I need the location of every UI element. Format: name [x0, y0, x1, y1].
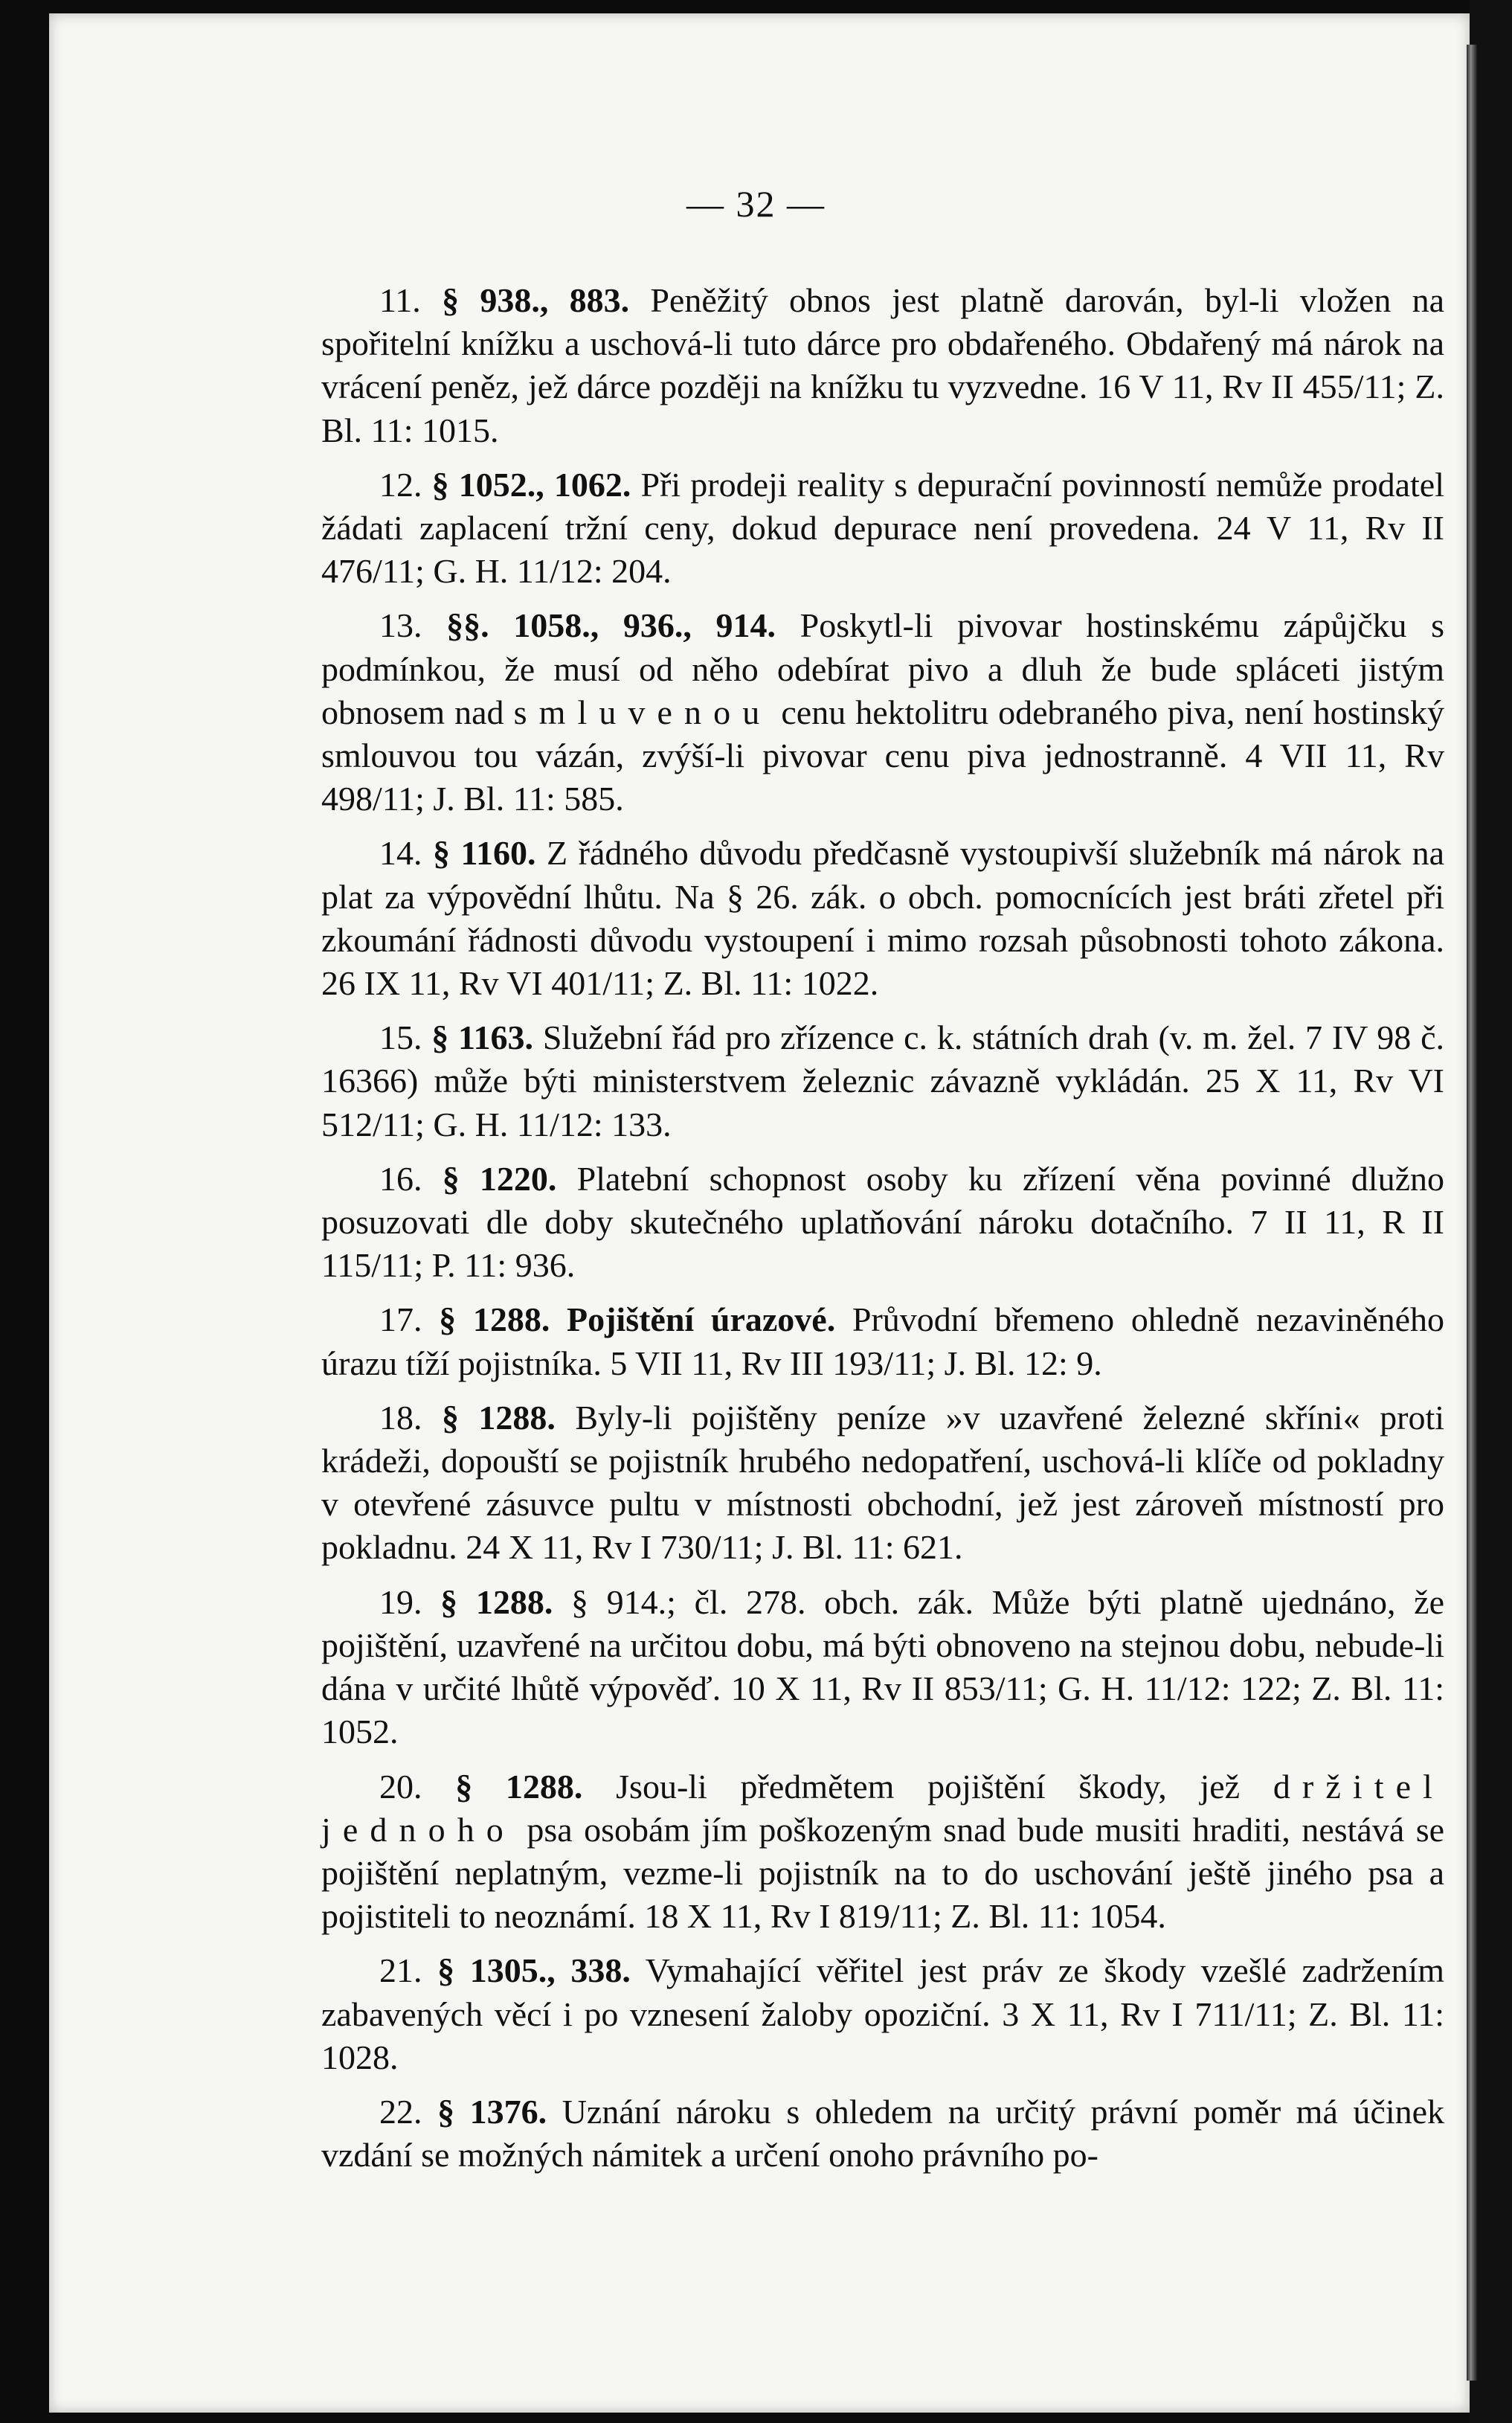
- entry-21: [321, 1949, 1444, 2079]
- paragraph-ref: § 1163.: [431, 1018, 534, 1057]
- entry-number: 19.: [379, 1582, 422, 1621]
- entry-number: 21.: [379, 1951, 422, 1990]
- entry-text: Služební řád pro zřízence c. k. státních drah (v. m. žel. 7 IV 98 č. 16366) může býti ministerstvem železnic závazně vykládán. 25 X 11, Rv VI 512/11; G. H. 11/12: 133.: [321, 1018, 1445, 1143]
- entry-number: 18.: [379, 1398, 422, 1437]
- entry-15: [321, 1016, 1444, 1146]
- entry-12: [321, 463, 1444, 594]
- entry-16: [321, 1158, 1444, 1288]
- entry-number: 17.: [379, 1300, 422, 1339]
- spaced-emphasis: smluvenou: [513, 693, 772, 731]
- entry-text: Poskytl-li pivovar hostinskému zápůjčku s podmínkou, že musí od něho odebírat pivo a dluh že bude spláceti jistým obnosem nad: [321, 606, 1445, 731]
- entry-text: Z řádného důvodu předčasně vystoupivší služebník má nárok na plat za výpovědní lhůtu. Na § 26. zák. o obch. pomocnících jest bráti zřetel při zkoumání řádnosti důvodu vystoupení i mimo rozsah působnosti tohoto zákona. 26 IX 11, Rv VI 401/11; Z. Bl. 11: 1022.: [321, 834, 1445, 1003]
- entry-text-after: psa osobám jím poškozeným snad bude musiti hraditi, nestává se pojištění neplatným, vezme-li pojistník na to do uschování ještě jiného psa a pojistiteli to neoznámí. 18 X 11, Rv I 819/11; Z. Bl. 11: 1054.: [321, 1810, 1445, 1936]
- paragraph-ref: § 1288.: [455, 1767, 583, 1806]
- entry-number: 15.: [379, 1018, 422, 1057]
- entry-14: [321, 832, 1444, 1005]
- entry-text-after: cenu hektolitru odebraného piva, není hostinský smlouvou tou vázán, zvýší-li pivovar cenu piva jednostranně. 4 VII 11, Rv 498/11; J. Bl. 11: 585.: [321, 693, 1445, 818]
- spaced-emphasis: držitel jednoho: [321, 1767, 1445, 1849]
- paragraph-ref: § 1220.: [442, 1159, 557, 1198]
- paragraph-ref: § 1288.: [440, 1582, 553, 1621]
- entry-number: 11.: [379, 281, 421, 319]
- entry-text: § 914.; čl. 278. obch. zák. Může býti platně ujednáno, že pojištění, uzavřené na určitou dobu, má býti obnoveno na stejnou dobu, nebude-li dána v určité lhůtě výpověď. 10 X 11, Rv II 853/11; G. H. 11/12: 122; Z. Bl. 11: 1052.: [321, 1582, 1445, 1751]
- paragraph-ref: § 1376.: [437, 2092, 547, 2131]
- entry-20: [321, 1765, 1444, 1939]
- entry-number: 12.: [379, 465, 422, 504]
- entry-number: 14.: [379, 834, 422, 873]
- paragraph-ref: § 938., 883.: [442, 281, 630, 319]
- page-text: [321, 279, 1444, 2188]
- entry-number: 20.: [379, 1767, 422, 1806]
- paragraph-ref: § 1305., 338.: [437, 1951, 631, 1990]
- entry-19: [321, 1581, 1444, 1754]
- page-number: — 32 —: [686, 183, 826, 225]
- paragraph-ref: § 1160.: [433, 834, 536, 873]
- paragraph-ref: §§. 1058., 936., 914.: [446, 606, 776, 645]
- paragraph-ref: § 1288.: [441, 1398, 556, 1437]
- entry-18: [321, 1396, 1444, 1570]
- page-edge-shadow: [1467, 45, 1477, 2381]
- paragraph-ref: § 1288.: [439, 1300, 550, 1339]
- entry-text: Průvodní břemeno ohledně nezaviněného úrazu tíží pojistníka. 5 VII 11, Rv III 193/11; J. Bl. 12: 9.: [321, 1300, 1444, 1382]
- entry-number: 13.: [379, 606, 422, 645]
- entry-11: [321, 279, 1444, 452]
- entry-text: Jsou-li předmětem pojištění škody, jež: [616, 1767, 1241, 1806]
- entry-heading: Pojištění úrazové.: [567, 1300, 836, 1339]
- entry-text: Při prodeji reality s depurační povinností nemůže prodatel žádati zaplacení tržní ceny, dokud depurace není provedena. 24 V 11, Rv II 476/11; G. H. 11/12: 204.: [321, 465, 1445, 591]
- entry-text: Byly-li pojištěny peníze »v uzavřené železné skříni« proti krádeži, dopouští se pojistník hrubého nedopatření, uschová-li klíče od pokladny v otevřené zásuvce pultu v místnosti obchodní, jež jest zároveň místností pro pokladnu. 24 X 11, Rv I 730/11; J. Bl. 11: 621.: [321, 1398, 1445, 1567]
- entry-number: 16.: [379, 1159, 422, 1198]
- entry-22: [321, 2090, 1444, 2177]
- entry-text: Uznání nároku s ohledem na určitý právní poměr má účinek vzdání se možných námitek a určení onoho právního po-: [321, 2092, 1445, 2175]
- entry-13: [321, 604, 1444, 821]
- entry-number: 22.: [379, 2092, 422, 2131]
- paragraph-ref: § 1052., 1062.: [431, 465, 631, 504]
- entry-text: Vymahající věřitel jest práv ze škody vzešlé zadržením zabavených věcí i po vznesení žaloby opoziční. 3 X 11, Rv I 711/11; Z. Bl. 11: 1028.: [321, 1951, 1445, 2076]
- entry-text: Platební schopnost osoby ku zřízení věna povinné dlužno posuzovati dle doby skutečného uplatňování nároku dotačního. 7 II 11, R II 115/11; P. 11: 936.: [321, 1159, 1445, 1285]
- entry-text: Peněžitý obnos jest platně darován, byl-li vložen na spořitelní knížku a uschová-li tuto dárce pro obdařeného. Obdařený má nárok na vrácení peněz, jež dárce později na knížku tu vyzvedne. 16 V 11, Rv II 455/11; Z. Bl. 11: 1015.: [321, 281, 1445, 449]
- entry-17: [321, 1298, 1444, 1384]
